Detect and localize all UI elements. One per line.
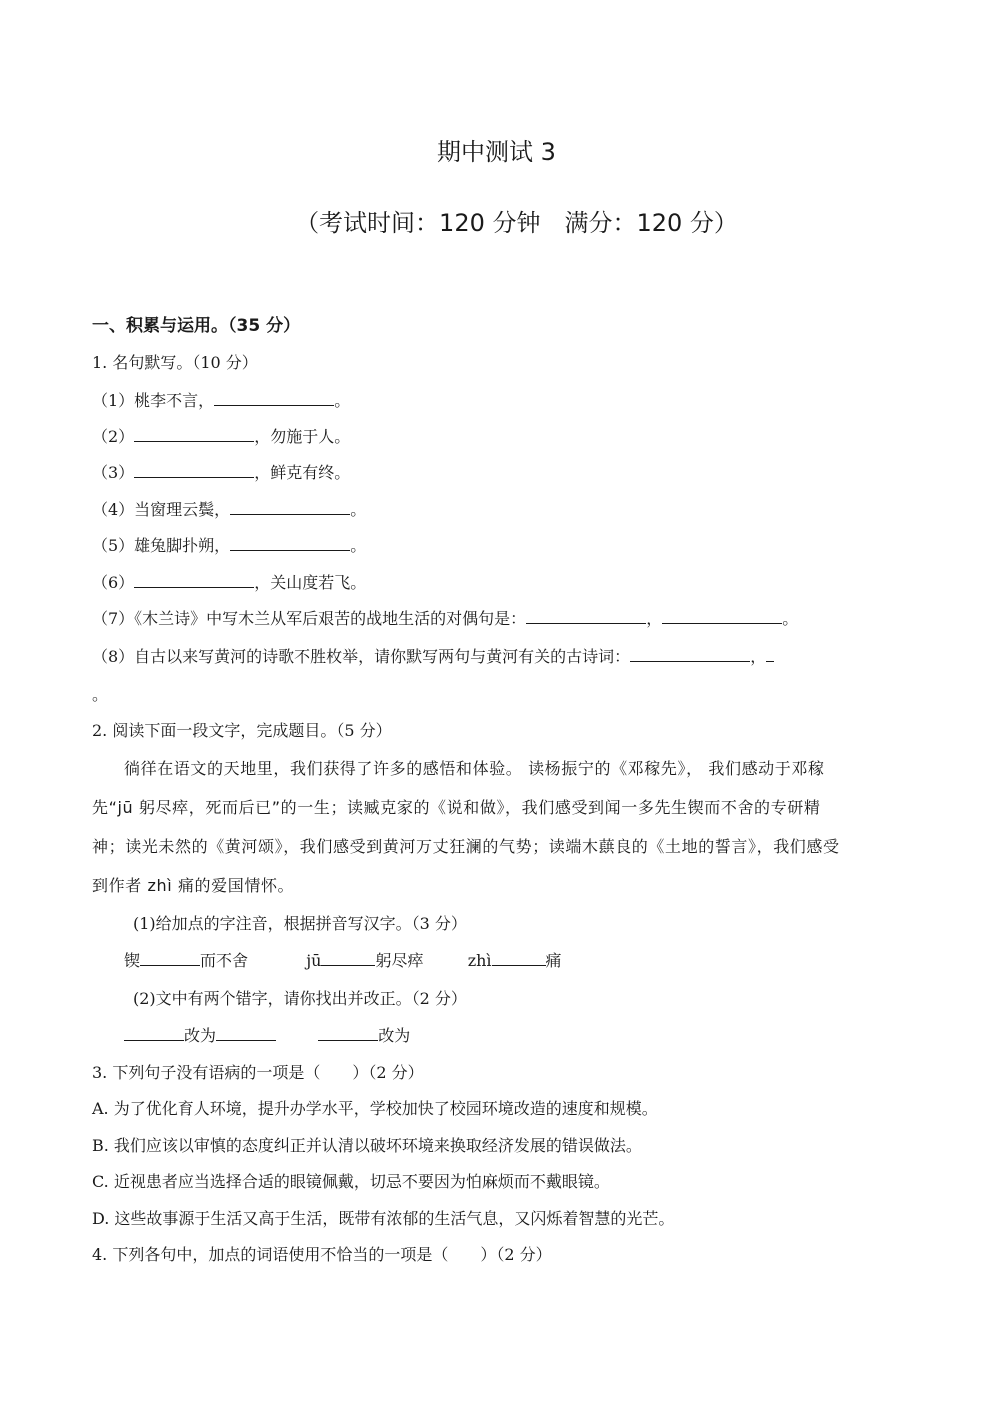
q3-option-a: A. 为了优化育人环境，提升办学水平，学校加快了校园环境改造的速度和规模。 (92, 1099, 658, 1118)
passage-line: 徜徉在语文的天地里，我们获得了许多的感悟和体验。 读杨振宁的《邓稼先》， 我们感动于邓稼 (124, 759, 825, 778)
q1-item-2: （2） ，勿施于人。 (92, 427, 351, 446)
answer-blank[interactable] (662, 609, 782, 624)
answer-blank[interactable] (526, 609, 646, 624)
answer-blank[interactable] (216, 1026, 276, 1041)
passage-line: 到作者 zhì 痛的爱国情怀。 (92, 876, 295, 895)
answer-blank[interactable] (124, 1026, 184, 1041)
q3-option-c: C. 近视患者应当选择合适的眼镜佩戴，切忌不要因为怕麻烦而不戴眼镜。 (92, 1172, 610, 1191)
q3-option-d: D. 这些故事源于生活又高于生活，既带有浓郁的生活气息，又闪烁着智慧的光芒。 (92, 1209, 675, 1228)
answer-blank[interactable] (134, 427, 254, 442)
q3-option-b: B. 我们应该以审慎的态度纠正并认清以破坏环境来换取经济发展的错误做法。 (92, 1136, 642, 1155)
q1-item-4: （4）当窗理云鬓， 。 (92, 500, 367, 519)
q1-item-7: （7）《木兰诗》中写木兰从军后艰苦的战地生活的对偶句是： ， 。 (92, 609, 799, 628)
q1-item-5: （5）雄兔脚扑朔， 。 (92, 536, 367, 555)
page-title: 期中测试 3 (437, 138, 556, 166)
answer-blank[interactable] (321, 951, 375, 966)
q1-item-8-end: 。 (92, 685, 109, 704)
section-heading: 一、积累与运用。（35 分） (92, 316, 301, 336)
answer-blank[interactable] (230, 536, 350, 551)
q2-stem: 2. 阅读下面一段文字，完成题目。（5 分） (92, 721, 392, 740)
answer-blank[interactable] (214, 391, 334, 406)
q2-sub2-stem: (2)文中有两个错字，请你找出并改正。（2 分） (133, 989, 467, 1008)
q2-sub1-stem: (1)给加点的字注音，根据拼音写汉字。（3 分） (133, 914, 467, 933)
q1-item-3: （3） ，鲜克有终。 (92, 463, 351, 482)
answer-blank[interactable] (134, 573, 254, 588)
q4-stem: 4. 下列各句中，加点的词语使用不恰当的一项是（ ）（2 分） (92, 1245, 552, 1264)
q1-item-1: （1）桃李不言， 。 (92, 391, 351, 410)
answer-blank[interactable] (230, 500, 350, 515)
answer-blank[interactable] (492, 951, 546, 966)
answer-blank[interactable] (140, 951, 200, 966)
q1-item-8: （8）自古以来写黄河的诗歌不胜枚举，请你默写两句与黄河有关的古诗词： ， (92, 646, 774, 668)
q3-stem: 3. 下列句子没有语病的一项是（ ）（2 分） (92, 1063, 424, 1082)
q2-sub2-blanks: 改为 改为 (124, 1025, 410, 1047)
passage-line: 神；读光未然的《黄河颂》，我们感受到黄河万丈狂澜的气势；读端木蕻良的《土地的誓言》，我们感受 (92, 837, 840, 856)
q1-stem: 1. 名句默写。（10 分） (92, 353, 258, 372)
exam-info: （考试时间：120 分钟 满分：120 分） (295, 209, 738, 237)
answer-blank[interactable] (630, 647, 750, 662)
answer-blank[interactable] (766, 647, 774, 662)
q2-sub1-blanks: 锲 而不舍 jū 躬尽瘁 zhì 痛 (124, 951, 562, 970)
answer-blank[interactable] (134, 463, 254, 478)
answer-blank[interactable] (318, 1026, 378, 1041)
q1-item-6: （6） ，关山度若飞。 (92, 573, 367, 592)
passage-line: 先“jū 躬尽瘁，死而后已”的一生；读臧克家的《说和做》，我们感受到闻一多先生锲而不舍的专研精 (92, 798, 821, 817)
